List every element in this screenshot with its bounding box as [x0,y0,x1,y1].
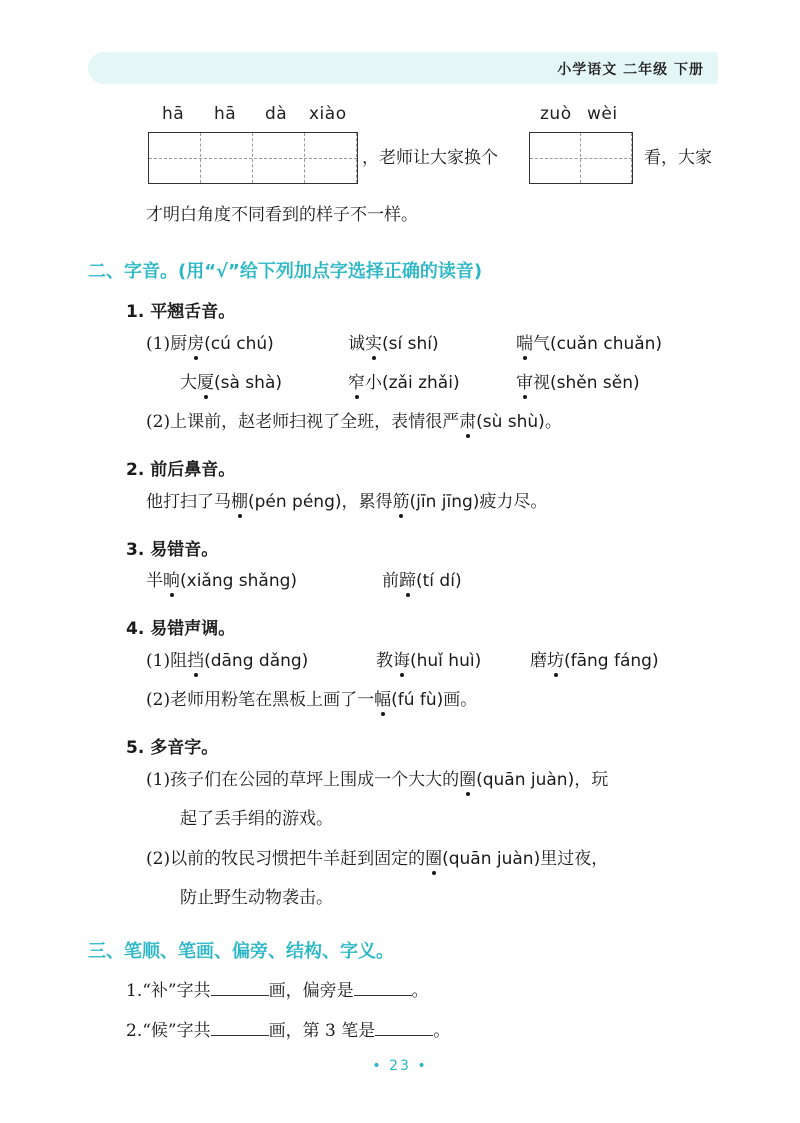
item-dasha: 大厦(sà shà) [180,373,282,393]
pinyin-a2: hā [214,104,237,124]
item-quan-2: (2)以前的牧民习惯把牛羊赶到固定的圈(quān juàn)里过夜， [146,849,609,869]
section-2-title: 二、字音。(用“√”给下列加点字选择正确的读音) [88,261,483,282]
blank-hou-strokes[interactable] [211,1021,269,1036]
blank-bu-radical[interactable] [354,981,412,996]
item-chufang: (1)厨房(cú chú) [146,334,274,354]
pinyin-a3: dà [265,104,288,124]
intro-text-c: 才明白角度不同看到的样子不一样。 [146,205,418,225]
pinyin-a4: xiào [309,104,347,124]
blank-hou-third-stroke[interactable] [375,1021,433,1036]
section-3-title: 三、笔顺、笔画、偏旁、结构、字义。 [88,941,394,962]
page-number: • 23 • [372,1058,428,1074]
intro-text-a: ，老师让大家换个 [362,148,498,168]
question-bu: 1.“补”字共 画，偏旁是 。 [126,981,429,1001]
sub-heading-2: 2. 前后鼻音。 [126,460,236,480]
item-quan-1-cont: 起了丢手绢的游戏。 [180,809,333,829]
item-yansu: (2)上课前，赵老师扫视了全班，表情很严肃(sù shù)。 [146,412,562,432]
pinyin-a1: hā [162,104,185,124]
writing-grid-zuowei[interactable] [529,132,633,184]
pinyin-b2: wèi [587,104,618,124]
header-text: 小学语文 二年级 下册 [557,62,704,78]
item-banshang: 半晌(xiǎng shǎng) [146,571,298,591]
blank-bu-strokes[interactable] [211,981,269,996]
pinyin-b1: zuò [540,104,572,124]
item-quan-1: (1)孩子们在公园的草坪上围成一个大大的圈(quān juàn)，玩 [146,770,609,790]
sub-heading-3: 3. 易错音。 [126,540,219,560]
sub-heading-4: 4. 易错声调。 [126,619,236,639]
item-jiaohui: 教诲(huǐ huì) [376,651,482,671]
item-quan-2-cont: 防止野生动物袭击。 [180,888,333,908]
sub-heading-5: 5. 多音字。 [126,738,219,758]
item-chengshi: 诚实(sí shí) [348,334,439,354]
sub-heading-1: 1. 平翘舌音。 [126,302,236,322]
item-mapeng: 他打扫了马棚(pén péng)，累得筋(jīn jīng)疲力尽。 [146,492,548,512]
item-zudang: (1)阻挡(dāng dǎng) [146,651,309,671]
item-shenshi: 审视(shěn sěn) [516,373,640,393]
item-yifu: (2)老师用粉笔在黑板上画了一幅(fú fù)画。 [146,690,478,710]
question-hou: 2.“候”字共 画，第 3 笔是 。 [126,1021,451,1041]
writing-grid-hahadaxiao[interactable] [148,132,358,184]
item-chuanqi: 喘气(cuǎn chuǎn) [516,334,663,354]
item-zhaixiao: 窄小(zǎi zhǎi) [348,373,460,393]
intro-text-b: 看，大家 [644,148,712,168]
item-mofang: 磨坊(fāng fáng) [530,651,659,671]
page-header-band [88,52,718,84]
item-qianti: 前蹄(tí dí) [382,571,462,591]
